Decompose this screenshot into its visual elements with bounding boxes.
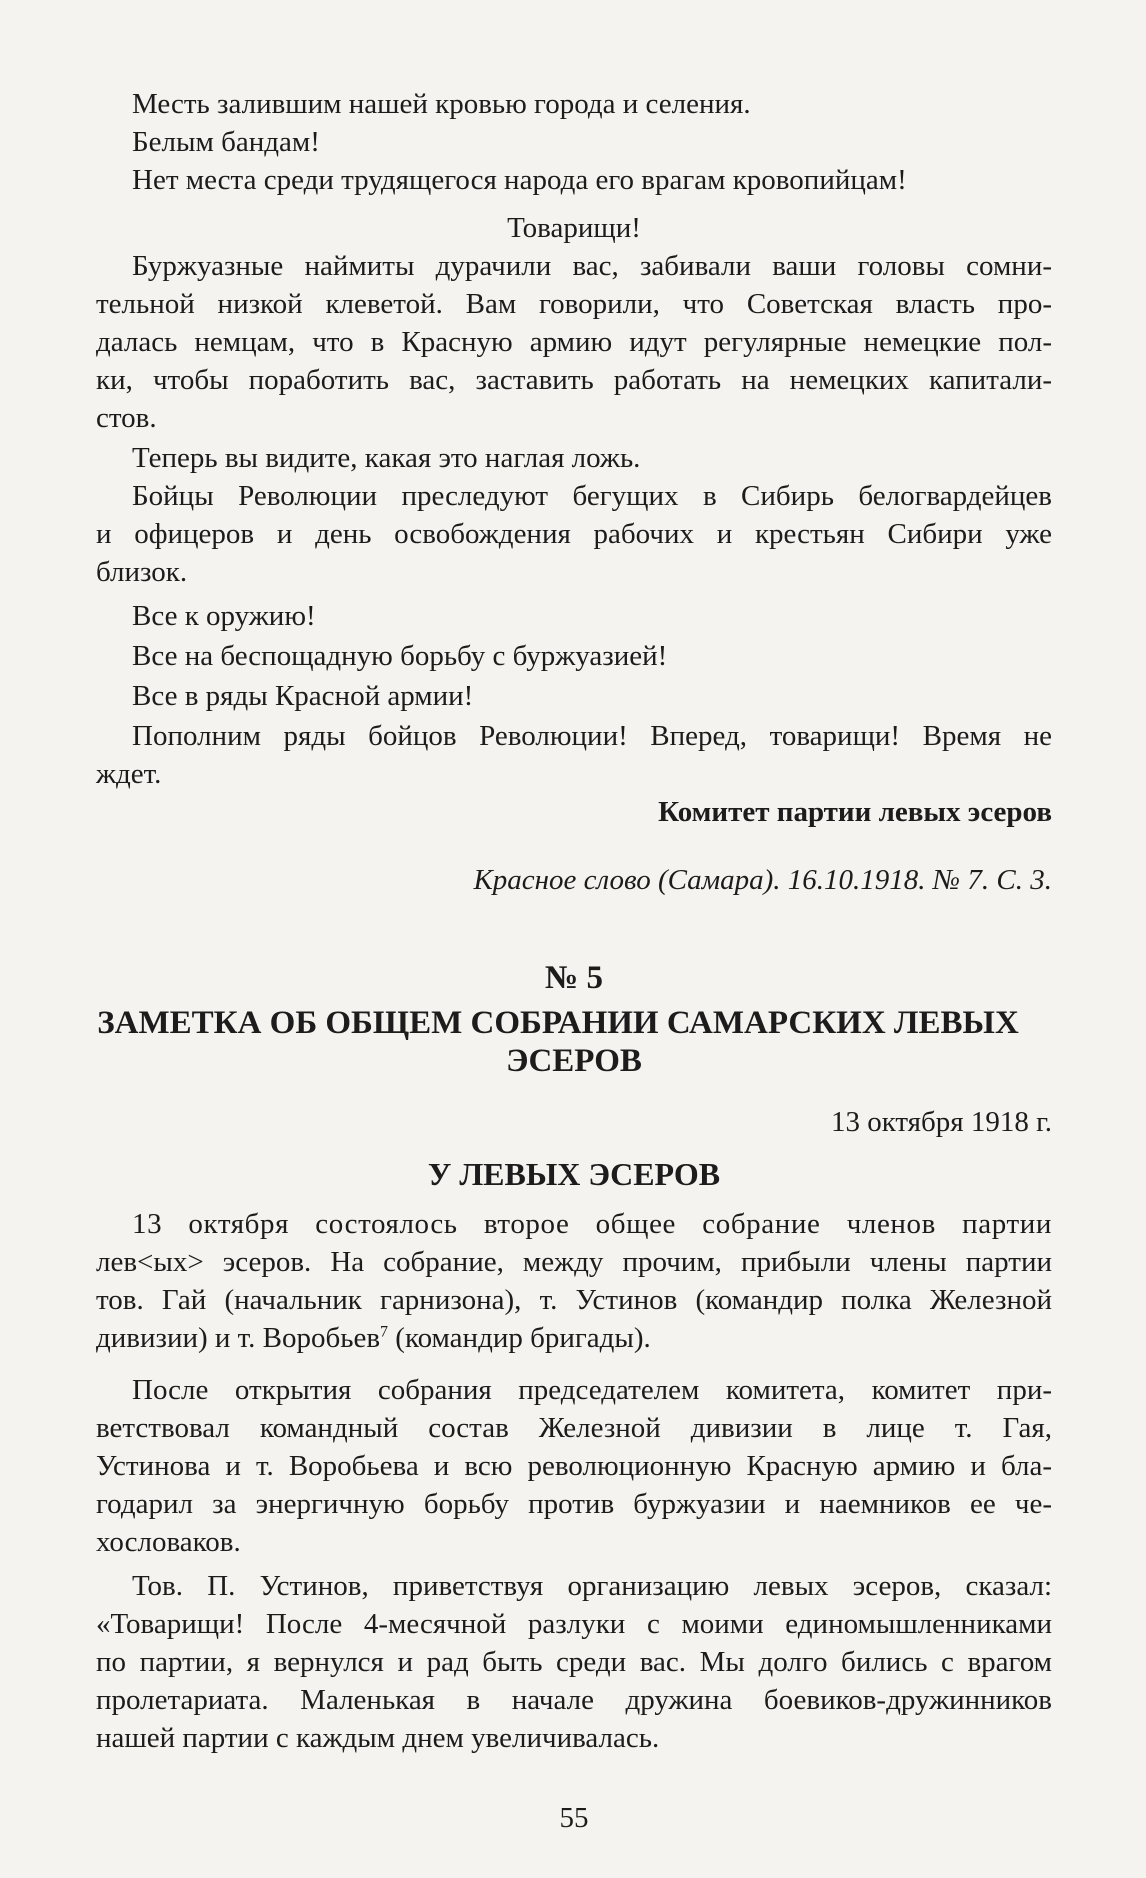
- text-line: Месть залившим нашей кровью города и селения.: [132, 88, 751, 120]
- text-line: ждет.: [96, 758, 162, 790]
- text-line: Буржуазные наймиты дурачили вас, забивали ваши головы сомни-: [132, 250, 1052, 282]
- text-line: и офицеров и день освобождения рабочих и крестьян Сибири уже: [96, 518, 1052, 550]
- footnote-ref: 7: [380, 1323, 389, 1341]
- text-line: по партии, я вернулся и рад быть среди вас. Мы долго бились с врагом: [96, 1646, 1052, 1678]
- text-line: Нет места среди трудящегося народа его врагам кровопийцам!: [132, 164, 907, 196]
- greeting: Товарищи!: [507, 212, 641, 244]
- text-line: [96, 1320, 1052, 1356]
- text-line: Бойцы Революции преследуют бегущих в Сибирь белогвардейцев: [132, 480, 1052, 512]
- page-number: 55: [559, 1802, 589, 1834]
- text-line: Пополним ряды бойцов Революции! Вперед, товарищи! Время не: [132, 720, 1052, 752]
- subtitle: У ЛЕВЫХ ЭСЕРОВ: [427, 1156, 721, 1192]
- text-line: далась немцам, что в Красную армию идут регулярные немецкие пол-: [96, 326, 1052, 358]
- text-line: После открытия собрания председателем комитета, комитет при-: [132, 1374, 1052, 1406]
- text-line: хословаков.: [96, 1526, 241, 1558]
- text-line: Все в ряды Красной армии!: [132, 680, 474, 712]
- text-line: 13 октября состоялось второе общее собрание членов партии: [132, 1208, 1052, 1240]
- text-line: стов.: [96, 402, 157, 434]
- text-line: Тов. П. Устинов, приветствуя организацию левых эсеров, сказал:: [132, 1570, 1052, 1602]
- text-line: близок.: [96, 556, 188, 588]
- text-line: Белым бандам!: [132, 126, 320, 158]
- text-fragment: дивизии) и т. Воробьев: [96, 1322, 381, 1354]
- text-fragment: (командир бригады).: [388, 1322, 651, 1354]
- text-line: Все на беспощадную борьбу с буржуазией!: [132, 640, 668, 672]
- signature: Комитет партии левых эсеров: [658, 796, 1052, 828]
- text-line: Все к оружию!: [132, 600, 316, 632]
- text-line: пролетариата. Маленькая в начале дружина боевиков-дружинников: [96, 1684, 1052, 1716]
- text-line: лев<ых> эсеров. На собрание, между прочим, прибыли члены партии: [96, 1246, 1052, 1278]
- text-line: Устинова и т. Воробьева и всю революционную Красную армию и бла-: [96, 1450, 1052, 1482]
- document-number: № 5: [545, 960, 603, 996]
- text-line: «Товарищи! После 4-месячной разлуки с моими единомышленниками: [96, 1608, 1052, 1640]
- text-line: Теперь вы видите, какая это наглая ложь.: [132, 442, 641, 474]
- source-citation: Красное слово (Самара). 16.10.1918. № 7. С. 3.: [473, 864, 1052, 896]
- document-title: ЭСЕРОВ: [506, 1043, 642, 1079]
- text-line: нашей партии с каждым днем увеличивалась.: [96, 1722, 660, 1754]
- text-line: ветствовал командный состав Железной дивизии в лице т. Гая,: [96, 1412, 1052, 1444]
- text-line: годарил за энергичную борьбу против буржуазии и наемников ее че-: [96, 1488, 1052, 1520]
- text-line: ки, чтобы поработить вас, заставить работать на немецких капитали-: [96, 364, 1052, 396]
- text-line: тов. Гай (начальник гарнизона), т. Устинов (командир полка Железной: [96, 1284, 1052, 1316]
- text-line: тельной низкой клеветой. Вам говорили, что Советская власть про-: [96, 288, 1052, 320]
- document-date: 13 октября 1918 г.: [830, 1106, 1052, 1138]
- document-title: ЗАМЕТКА ОБ ОБЩЕМ СОБРАНИИ САМАРСКИХ ЛЕВЫХ: [97, 1005, 1019, 1041]
